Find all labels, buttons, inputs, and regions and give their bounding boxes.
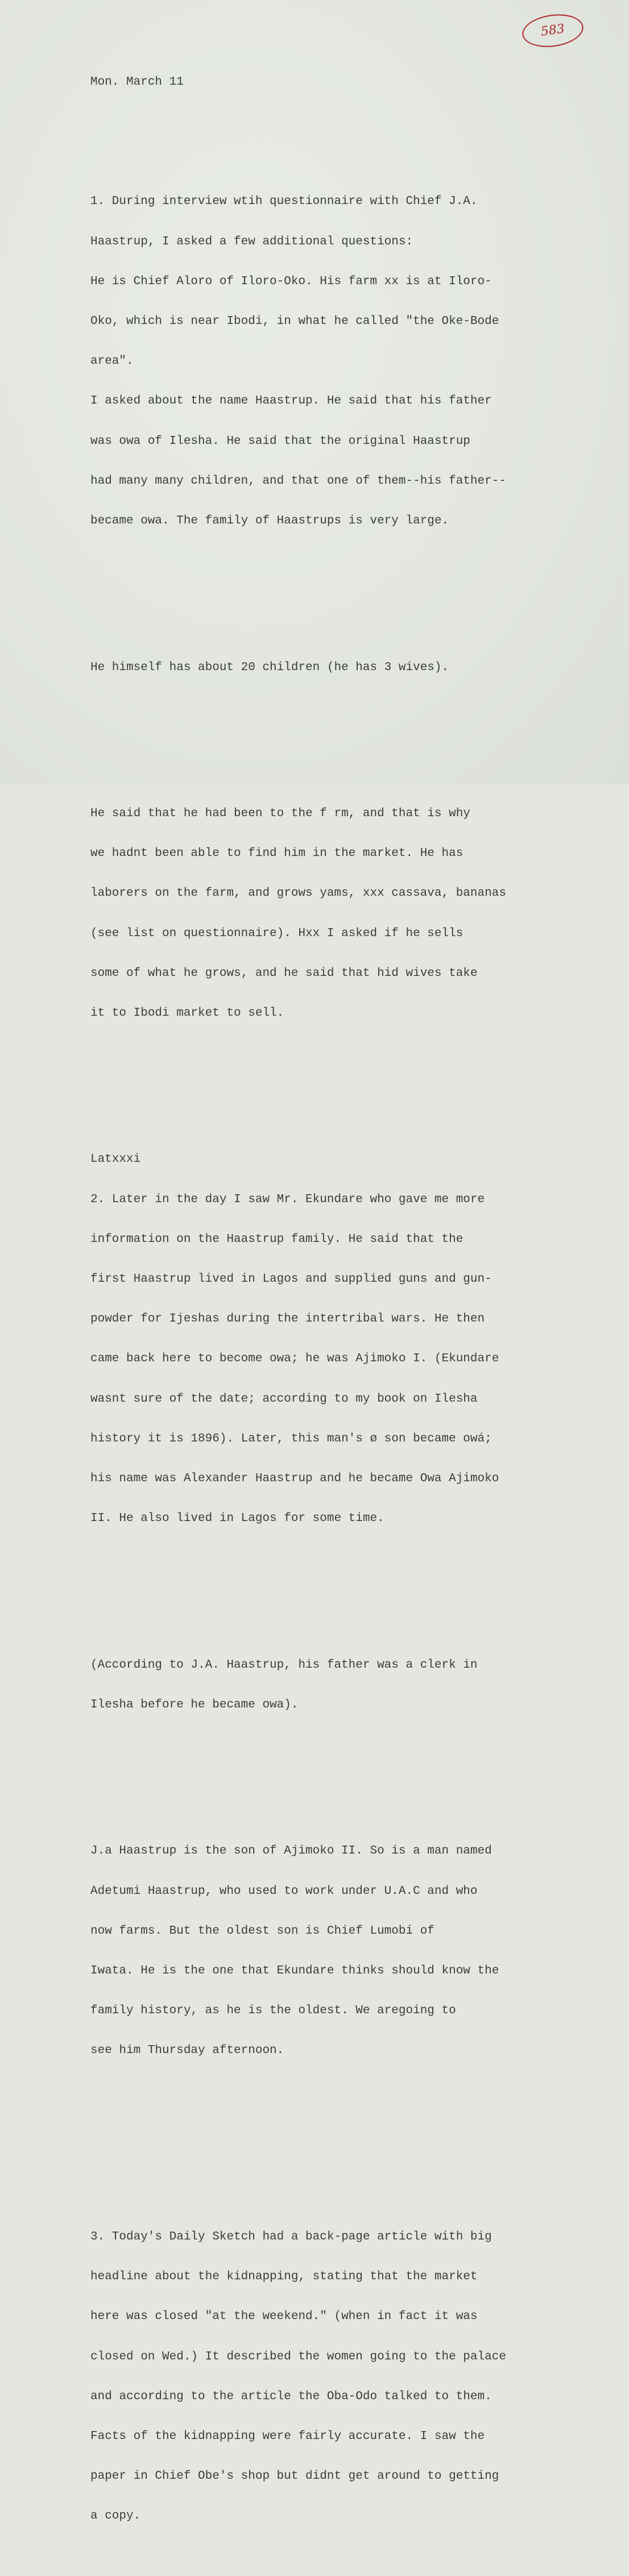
text-line: Facts of the kidnapping were fairly accurate. I saw the <box>90 2429 485 2443</box>
paragraph-1 <box>90 169 580 555</box>
paragraph-2 <box>90 634 580 701</box>
text-line: we hadnt been able to find him in the market. He has <box>90 847 464 861</box>
blank-line <box>90 728 580 741</box>
text-line: headline about the kidnapping, stating that the market <box>90 2270 478 2284</box>
blank-line <box>90 1765 580 1778</box>
text-line: first Haastrup lived in Lagos and supplied guns and gun- <box>90 1273 492 1286</box>
text-line: Ilesha before he became owa). <box>90 1698 299 1711</box>
text-line: area". <box>90 355 134 368</box>
text-line: see him Thursday afternoon. <box>90 2044 284 2058</box>
paragraph-7 <box>90 2204 580 2549</box>
text-line: some of what he grows, and he said that hid wives take <box>90 966 478 980</box>
paragraph-5 <box>90 1632 580 1738</box>
text-line: (According to J.A. Haastrup, his father was a clerk in <box>90 1658 478 1672</box>
page-number-stamp: 583 <box>520 11 586 51</box>
text-line: 2. Later in the day I saw Mr. Ekundare who gave me more <box>90 1193 485 1206</box>
blank-line <box>90 115 580 128</box>
text-line: I asked about the name Haastrup. He said that his father <box>90 394 492 408</box>
text-line: 1. During interview wtih questionnaire with Chief J.A. <box>90 195 478 209</box>
text-line: closed on Wed.) It described the women going to the palace <box>90 2350 506 2363</box>
document-body <box>90 49 580 2576</box>
blank-line <box>90 2110 580 2124</box>
text-line: Iwata. He is the one that Ekundare thinks should know the <box>90 1964 499 1977</box>
text-line: and according to the article the Oba-Odo talked to them. <box>90 2390 492 2403</box>
text-line: here was closed "at the weekend." (when in fact it was <box>90 2310 478 2324</box>
text-line: now farms. But the oldest son is Chief Lumobi of <box>90 1924 434 1938</box>
text-line: paper in Chief Obe's shop but didnt get around to getting <box>90 2470 499 2483</box>
text-line: J.a Haastrup is the son of Ajimoko II. So is a man named <box>90 1844 492 1858</box>
blank-line <box>90 2151 580 2164</box>
text-line: Adetumi Haastrup, who used to work under U.A.C and who <box>90 1884 478 1898</box>
text-line: it to Ibodi market to sell. <box>90 1006 284 1020</box>
text-line: Latxxxi <box>90 1153 141 1166</box>
text-line: came back here to become owa; he was Ajimoko I. (Ekundare <box>90 1352 499 1366</box>
text-line: wasnt sure of the date; according to my book on Ilesha <box>90 1392 478 1406</box>
text-line: information on the Haastrup family. He said that the <box>90 1232 464 1246</box>
text-line: laborers on the farm, and grows yams, xxx cassava, bananas <box>90 887 506 900</box>
text-line: a copy. <box>90 2509 141 2523</box>
text-line: He said that he had been to the f rm, and that is why <box>90 807 470 820</box>
date-line: Mon. March 11 <box>90 75 184 89</box>
text-line: had many many children, and that one of them--his father-- <box>90 474 506 488</box>
text-line: history it is 1896). Later, this man's ø son became owá; <box>90 1432 492 1445</box>
blank-line <box>90 581 580 594</box>
text-line: his name was Alexander Haastrup and he became Owa Ajimoko <box>90 1472 499 1486</box>
paragraph-3 <box>90 780 580 1046</box>
text-line: Haastrup, I asked a few additional questions: <box>90 235 413 248</box>
text-line: (see list on questionnaire). Hxx I asked if he sells <box>90 926 464 940</box>
text-line: powder for Ijeshas during the intertribal wars. He then <box>90 1312 485 1326</box>
text-line: became owa. The family of Haastrups is very large. <box>90 514 449 528</box>
text-line: He is Chief Aloro of Iloro-Oko. His farm xx is at Iloro- <box>90 275 492 288</box>
blank-line <box>90 1578 580 1592</box>
text-line: He himself has about 20 children (he has 3 wives). <box>90 660 449 674</box>
text-line: Oko, which is near Ibodi, in what he called "the Oke-Bode <box>90 315 499 329</box>
text-line: family history, as he is the oldest. We aregoing to <box>90 2004 456 2018</box>
text-line: 3. Today's Daily Sketch had a back-page article with big <box>90 2230 492 2243</box>
text-line: was owa of Ilesha. He said that the original Haastrup <box>90 434 470 448</box>
paragraph-6 <box>90 1818 580 2084</box>
blank-line <box>90 1073 580 1086</box>
text-line: II. He also lived in Lagos for some time. <box>90 1512 384 1526</box>
paragraph-4 <box>90 1127 580 1552</box>
